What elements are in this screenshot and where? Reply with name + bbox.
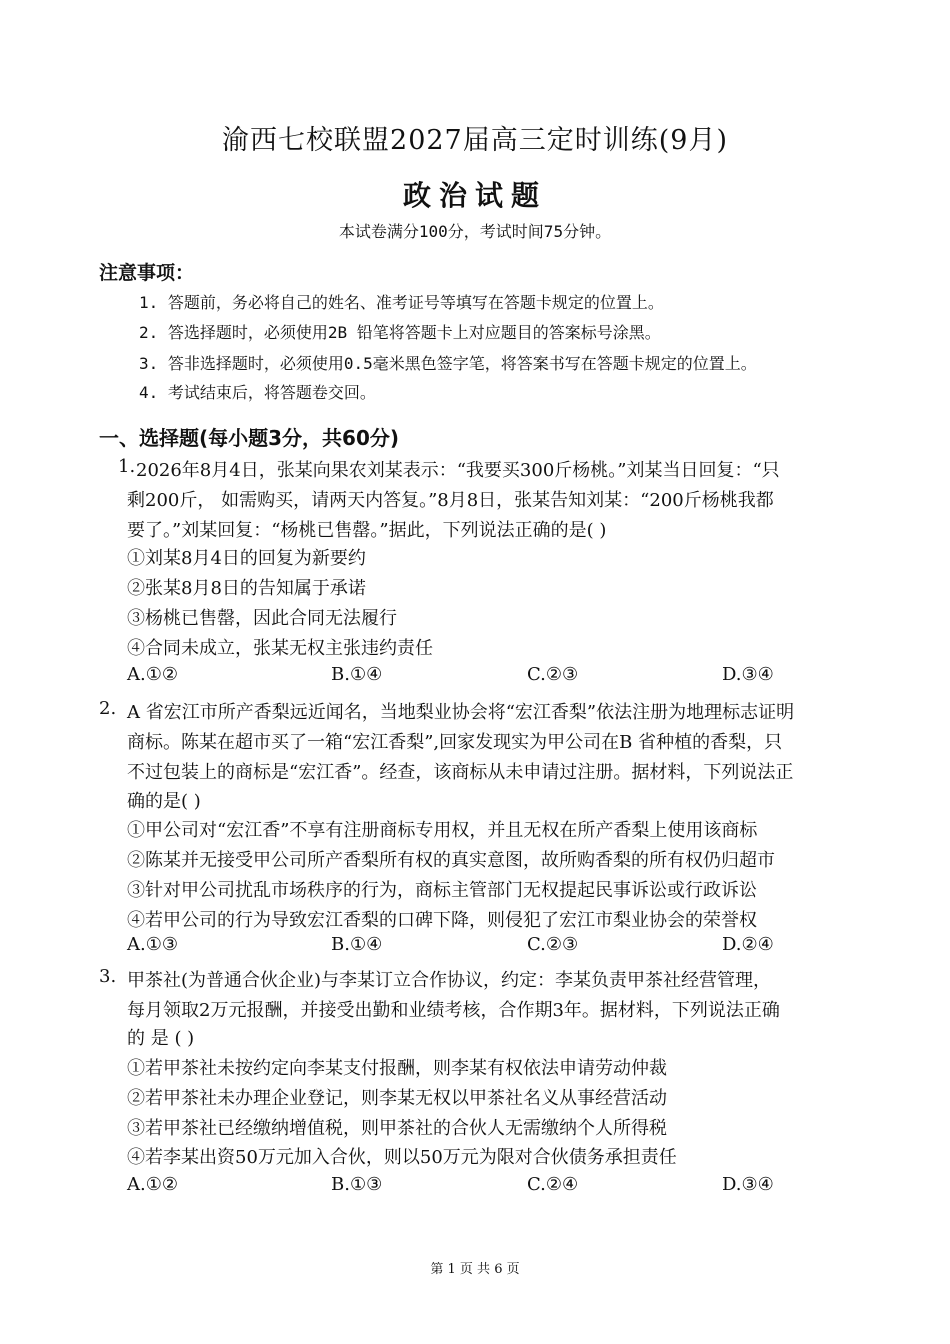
exam-title: 渝西七校联盟2027届高三定时训练(9月)	[222, 125, 728, 156]
question-3-statement: ①若甲茶社未按约定向李某支付报酬，则李某有权依法申请劳动仲裁	[127, 1058, 667, 1079]
question-3-line: 每月领取2万元报酬，并接受出勤和业绩考核，合作期3年。据材料，下列说法正确	[127, 1000, 780, 1021]
notice-heading: 注意事项：	[99, 262, 195, 284]
subject-title: 政治试题	[402, 179, 547, 212]
question-3-statement: ②若甲茶社未办理企业登记，则李某无权以甲茶社名义从事经营活动	[127, 1088, 667, 1109]
question-2-line: 商标。陈某在超市买了一箱“宏江香梨”,回家发现实为甲公司在B 省种植的香梨，只	[127, 732, 783, 753]
question-1-line: 剩200斤， 如需购买，请两天内答复。”8月8日，张某告知刘某：“200斤杨桃我都	[127, 490, 774, 511]
notice-item: 4. 考试结束后，将答题卷交回。	[139, 383, 376, 402]
notice-item: 2. 答选择题时，必须使用2B 铅笔将答题卡上对应题目的答案标号涂黑。	[139, 323, 661, 342]
question-1-choice-c: C.②③	[527, 664, 579, 685]
question-2-statement: ②陈某并无接受甲公司所产香梨所有权的真实意图，故所购香梨的所有权仍归超市	[127, 850, 775, 871]
question-2-choice-d: D.②④	[722, 934, 774, 955]
question-2-statement: ①甲公司对“宏江香”不享有注册商标专用权，并且无权在所产香梨上使用该商标	[127, 820, 758, 841]
question-1-statement: ②张某8月8日的告知属于承诺	[127, 578, 366, 599]
question-1-statement: ③杨桃已售罄，因此合同无法履行	[127, 608, 397, 629]
question-1-choice-a: A.①②	[127, 664, 178, 685]
question-3-choice-c: C.②④	[527, 1174, 579, 1195]
question-2-choice-a: A.①③	[127, 934, 178, 955]
question-3-choice-a: A.①②	[127, 1174, 178, 1195]
question-1-line: 要了。”刘某回复：“杨桃已售罄。”据此，下列说法正确的是( )	[127, 520, 607, 541]
question-3-statement: ③若甲茶社已经缴纳增值税，则甲茶社的合伙人无需缴纳个人所得税	[127, 1118, 667, 1139]
question-2-number: 2.	[99, 698, 117, 719]
question-2-line: 不过包装上的商标是“宏江香”。经查，该商标从未申请过注册。据材料，下列说法正	[127, 762, 794, 783]
question-1-choice-b: B.①④	[331, 664, 383, 685]
question-3-choice-d: D.③④	[722, 1174, 774, 1195]
question-1-statement: ④合同未成立，张某无权主张违约责任	[127, 638, 433, 659]
question-3-line: 甲茶社(为普通合伙企业)与李某订立合作协议，约定：李某负责甲茶社经营管理，	[127, 970, 772, 991]
section-title: 一、选择题(每小题3分，共60分)	[99, 426, 400, 450]
question-2-statement: ③针对甲公司扰乱市场秩序的行为，商标主管部门无权提起民事诉讼或行政诉讼	[127, 880, 757, 901]
question-3-number: 3.	[99, 966, 117, 987]
notice-item: 1. 答题前，务必将自己的姓名、准考证号等填写在答题卡规定的位置上。	[139, 293, 664, 312]
question-3-line: 的 是 ( )	[127, 1028, 195, 1049]
page-footer: 第 1 页 共 6 页	[430, 1262, 520, 1277]
notice-item: 3. 答非选择题时，必须使用0.5毫米黑色签字笔，将答案书写在答题卡规定的位置上。	[139, 354, 757, 373]
question-1-number: 1.	[118, 456, 136, 477]
question-2-line: A 省宏江市所产香梨远近闻名，当地梨业协会将“宏江香梨”依法注册为地理标志证明	[127, 702, 795, 723]
question-1-choice-d: D.③④	[722, 664, 774, 685]
question-1-statement: ①刘某8月4日的回复为新要约	[127, 548, 366, 569]
exam-info: 本试卷满分100分，考试时间75分钟。	[338, 222, 612, 241]
question-2-choice-b: B.①④	[331, 934, 383, 955]
question-1-line: 2026年8月4日，张某向果农刘某表示：“我要买300斤杨桃。”刘某当日回复：“只	[136, 460, 780, 481]
question-2-statement: ④若甲公司的行为导致宏江香梨的口碑下降，则侵犯了宏江市梨业协会的荣誉权	[127, 910, 757, 931]
question-3-statement: ④若李某出资50万元加入合伙，则以50万元为限对合伙债务承担责任	[127, 1147, 677, 1168]
question-2-choice-c: C.②③	[527, 934, 579, 955]
question-3-choice-b: B.①③	[331, 1174, 383, 1195]
question-2-line: 确的是( )	[127, 791, 201, 812]
